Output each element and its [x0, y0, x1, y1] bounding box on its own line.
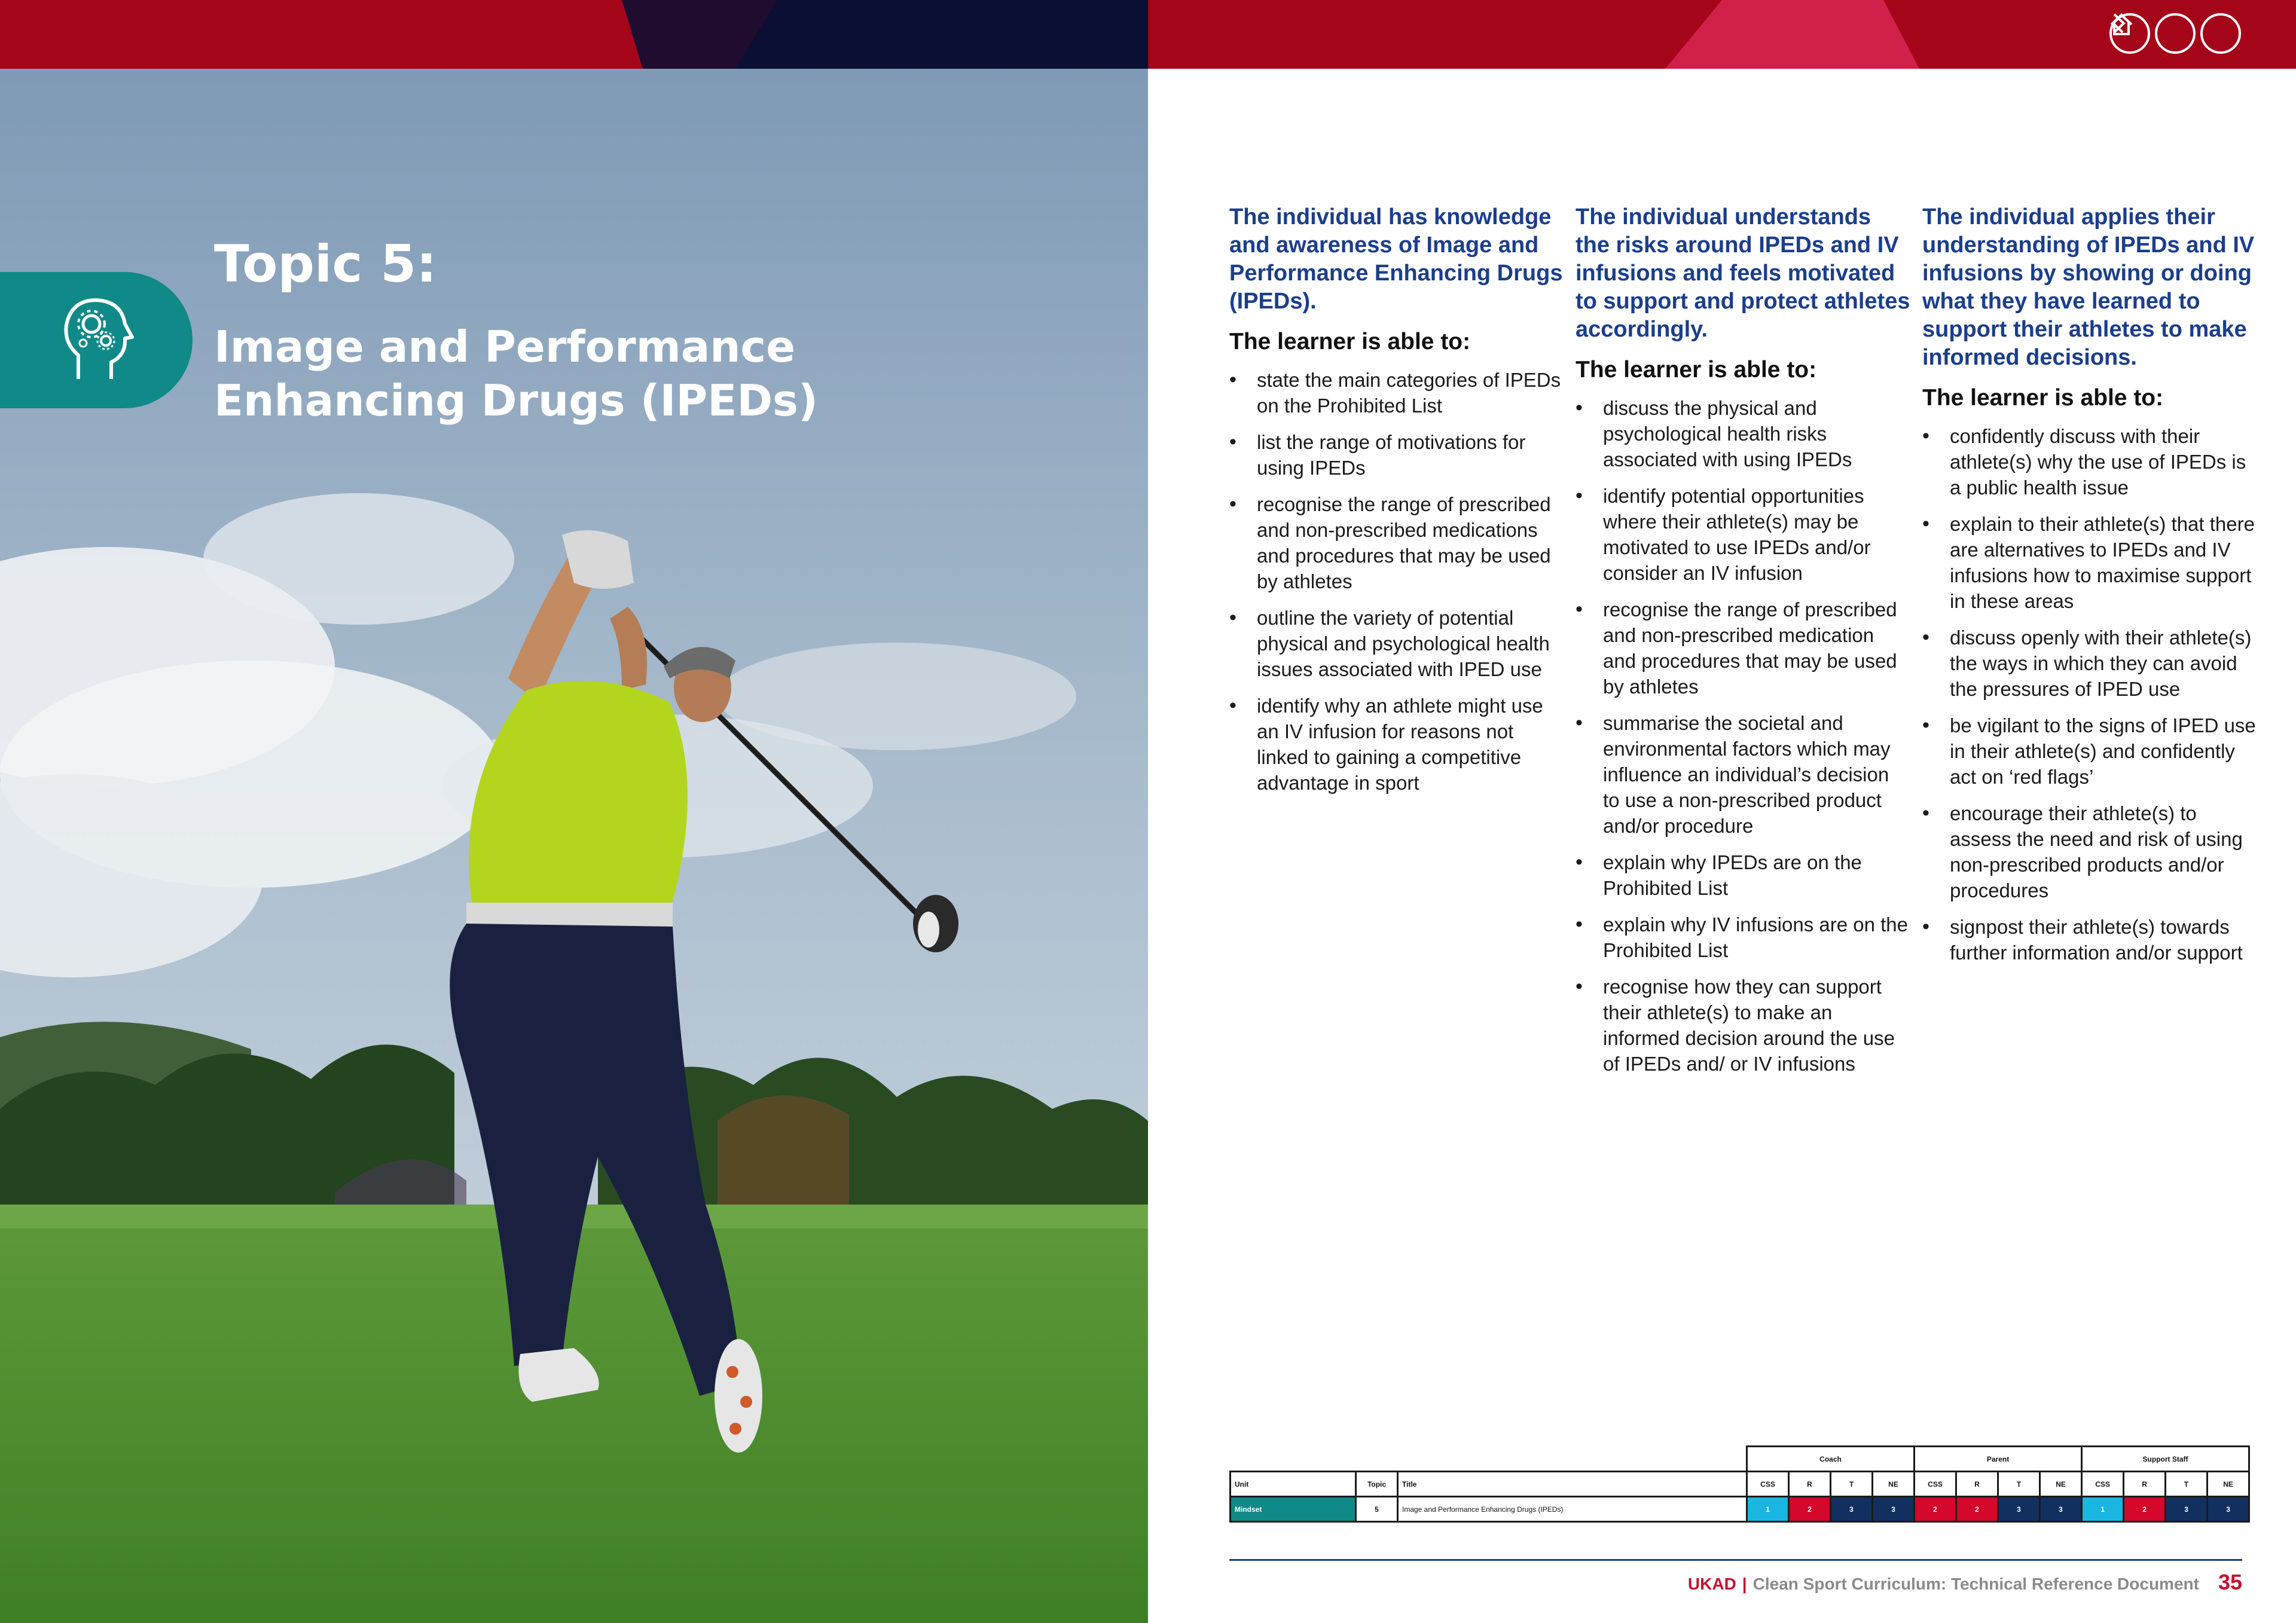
- list-item: • be vigilant to the signs of IPED use in their athlete(s) and confidently act on ‘red flags’: [1922, 713, 2257, 790]
- table-row: [1231, 1497, 2249, 1522]
- cell-coach-t: 3: [1831, 1497, 1873, 1522]
- header-level: NE: [1873, 1472, 1915, 1497]
- header-level: NE: [2040, 1472, 2082, 1497]
- outcome-column-understanding: [1576, 203, 1910, 1087]
- cell-coach-r: 2: [1789, 1497, 1831, 1522]
- outcome-column-application: [1922, 203, 2257, 976]
- head-gears-icon: [54, 295, 138, 385]
- curriculum-mapping-table: [1229, 1445, 2250, 1523]
- footer-divider: [1229, 1559, 2242, 1561]
- list-item: • explain why IV infusions are on the Prohibited List: [1576, 912, 1910, 963]
- list-item: • state the main categories of IPEDs on the Prohibited List: [1229, 367, 1564, 418]
- list-item: • recognise how they can support their athlete(s) to make an informed decision around the use of IPEDs and/ or IV infusions: [1576, 974, 1910, 1077]
- list-item: • recognise the range of prescribed and non-prescribed medications and procedures that may be used by athletes: [1229, 491, 1564, 594]
- table-blank-cell: [1231, 1447, 1747, 1472]
- page-navigation: [2109, 13, 2241, 54]
- header-level: CSS: [1747, 1472, 1789, 1497]
- cell-topic: 5: [1356, 1497, 1398, 1522]
- outcome-list: [1576, 395, 1910, 1077]
- header-level: T: [2166, 1472, 2208, 1497]
- header-level: T: [1998, 1472, 2040, 1497]
- column-subheading: The learner is able to:: [1229, 329, 1471, 354]
- list-item: • signpost their athlete(s) towards further information and/or support: [1922, 914, 2257, 965]
- list-item: • summarise the societal and environmental factors which may influence an individual’s decision to use a non-prescribed product and/or procedure: [1576, 710, 1910, 839]
- group-header-parent: Parent: [1915, 1447, 2082, 1472]
- footer-brand: UKAD: [1687, 1575, 1736, 1593]
- cell-parent-ne: 3: [2040, 1497, 2082, 1522]
- list-item: • recognise the range of prescribed and non-prescribed medication and procedures that may be used by athletes: [1576, 597, 1910, 699]
- outcome-column-knowledge: [1229, 203, 1564, 806]
- cell-title: Image and Performance Enhancing Drugs (IPEDs): [1398, 1497, 1747, 1522]
- column-heading: The individual has knowledge and awareness of Image and Performance Enhancing Drugs (IPEDs).: [1229, 204, 1563, 314]
- column-subheading: The learner is able to:: [1922, 385, 2164, 411]
- cell-parent-r: 2: [1956, 1497, 1998, 1522]
- topic-badge: [0, 272, 193, 408]
- list-item: • list the range of motivations for using IPEDs: [1229, 429, 1564, 481]
- page-number: 35: [2218, 1570, 2242, 1594]
- cell-support-css: 1: [2082, 1497, 2124, 1522]
- cell-coach-ne: 3: [1873, 1497, 1915, 1522]
- group-header-coach: Coach: [1747, 1447, 1915, 1472]
- group-header-support-staff: Support Staff: [2082, 1447, 2249, 1472]
- page-footer: [1688, 1570, 2242, 1595]
- header-topic: Topic: [1356, 1472, 1398, 1497]
- column-heading: The individual applies their understanding of IPEDs and IV infusions by showing or doing what they have learned to support their athletes to make informed decisions.: [1922, 204, 2255, 370]
- header-level: NE: [2208, 1472, 2249, 1497]
- header-level: R: [2124, 1472, 2166, 1497]
- list-item: • outline the variety of potential physical and psychological health issues associated with IPED use: [1229, 605, 1564, 682]
- topic-title: Image and Performance Enhancing Drugs (IPEDs): [214, 322, 818, 426]
- cell-unit: Mindset: [1231, 1497, 1356, 1522]
- cell-support-t: 3: [2166, 1497, 2208, 1522]
- cell-parent-t: 3: [1998, 1497, 2040, 1522]
- table-header-row: [1231, 1472, 2249, 1497]
- header-level: T: [1831, 1472, 1873, 1497]
- list-item: • identify why an athlete might use an IV infusion for reasons not linked to gaining a competitive advantage in sport: [1229, 693, 1564, 796]
- golfer-photo: [0, 69, 1148, 1623]
- cell-coach-css: 1: [1747, 1497, 1789, 1522]
- header-level: CSS: [1915, 1472, 1956, 1497]
- footer-document-title: Clean Sport Curriculum: Technical Reference Document: [1752, 1575, 2199, 1593]
- list-item: • explain why IPEDs are on the Prohibited List: [1576, 849, 1910, 901]
- home-button[interactable]: [2155, 13, 2196, 54]
- header-level: CSS: [2082, 1472, 2124, 1497]
- outcome-list: [1922, 423, 2257, 965]
- topic-label: Topic 5:: [214, 234, 437, 294]
- header-level: R: [1956, 1472, 1998, 1497]
- table-group-row: [1231, 1447, 2249, 1472]
- top-bar-left: [0, 0, 1148, 69]
- top-bar-left-shapes: [0, 0, 1148, 69]
- chevron-right-icon: [2109, 13, 2127, 33]
- next-page-button[interactable]: [2200, 13, 2241, 54]
- header-level: R: [1789, 1472, 1831, 1497]
- column-subheading: The learner is able to:: [1576, 357, 1817, 383]
- list-item: • discuss openly with their athlete(s) the ways in which they can avoid the pressures of IPED use: [1922, 625, 2257, 702]
- list-item: • discuss the physical and psychological health risks associated with using IPEDs: [1576, 395, 1910, 472]
- footer-separator: |: [1742, 1575, 1747, 1593]
- list-item: • confidently discuss with their athlete(s) why the use of IPEDs is a public health issue: [1922, 423, 2257, 500]
- list-item: • encourage their athlete(s) to assess the need and risk of using non-prescribed products and/or procedures: [1922, 800, 2257, 903]
- column-heading: The individual understands the risks around IPEDs and IV infusions and feels motivated to support and protect athletes accordingly.: [1576, 204, 1910, 342]
- header-unit: Unit: [1231, 1472, 1356, 1497]
- list-item: • identify potential opportunities where their athlete(s) may be motivated to use IPEDs and/or consider an IV infusion: [1576, 483, 1910, 586]
- cell-support-r: 2: [2124, 1497, 2166, 1522]
- outcome-list: [1229, 367, 1564, 796]
- cell-parent-css: 2: [1915, 1497, 1956, 1522]
- cell-support-ne: 3: [2208, 1497, 2249, 1522]
- top-bar-right: [1148, 0, 2296, 69]
- list-item: • explain to their athlete(s) that there are alternatives to IPEDs and IV infusions how to maximise support in these areas: [1922, 511, 2257, 614]
- header-title: Title: [1398, 1472, 1747, 1497]
